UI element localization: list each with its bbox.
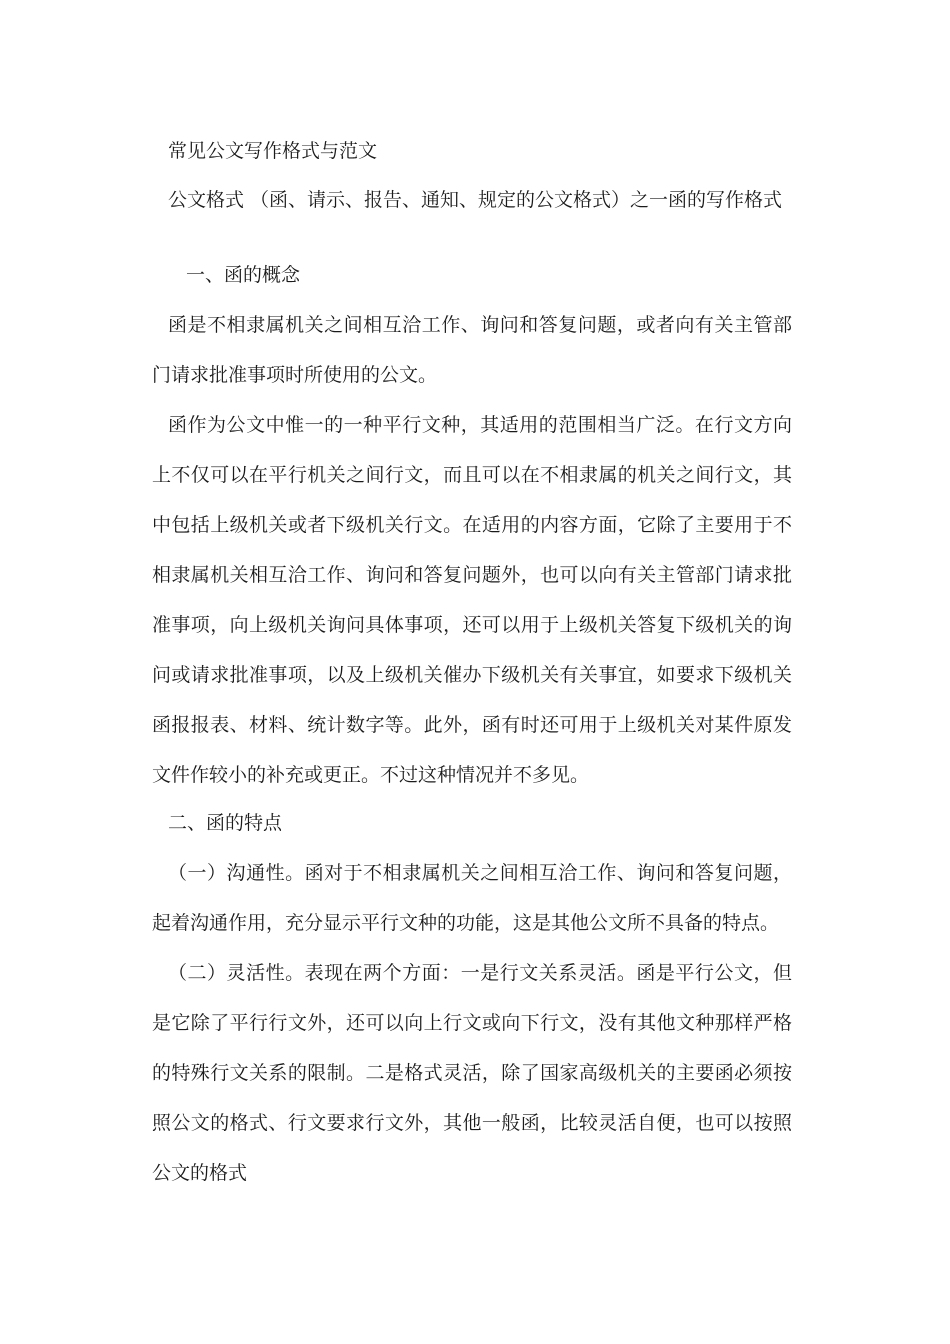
section-heading-features: 二、函的特点 xyxy=(168,812,283,834)
document-subtitle: 公文格式 （函、请示、报告、通知、规定的公文格式）之一函的写作格式 xyxy=(168,189,783,211)
paragraph-feature-flexibility: （二）灵活性。表现在两个方面：一是行文关系灵活。函是平行公文，但是它除了平行行文外，还可以向上行文或向下行文，没有其他文种那样严格的特殊行文关系的限制。二是格式灵活，除了国家高级机关的主要函必须按照公文的格式、行文要求行文外，其他一般函，比较灵活自便，也可以按照公文的格式 xyxy=(152,962,792,1184)
section-heading-concept: 一、函的概念 xyxy=(186,264,301,286)
paragraph-concept-definition: 函是不相隶属机关之间相互洽工作、询问和答复问题，或者向有关主管部门请求批准事项时所使用的公文。 xyxy=(152,314,792,386)
paragraph-concept-scope: 函作为公文中惟一的一种平行文种，其适用的范围相当广泛。在行文方向上不仅可以在平行机关之间行文，而且可以在不相隶属的机关之间行文，其中包括上级机关或者下级机关行文。在适用的内容方面，它除了主要用于不相隶属机关相互洽工作、询问和答复问题外，也可以向有关主管部门请求批准事项，向上级机关询问具体事项，还可以用于上级机关答复下级机关的询问或请求批准事项，以及上级机关催办下级机关有关事宜，如要求下级机关函报报表、材料、统计数字等。此外，函有时还可用于上级机关对某件原发文件作较小的补充或更正。不过这种情况并不多见。 xyxy=(152,414,792,786)
paragraph-feature-communication: （一）沟通性。函对于不相隶属机关之间相互洽工作、询问和答复问题，起着沟通作用，充分显示平行文种的功能，这是其他公文所不具备的特点。 xyxy=(152,862,792,934)
document-title: 常见公文写作格式与范文 xyxy=(168,140,378,162)
